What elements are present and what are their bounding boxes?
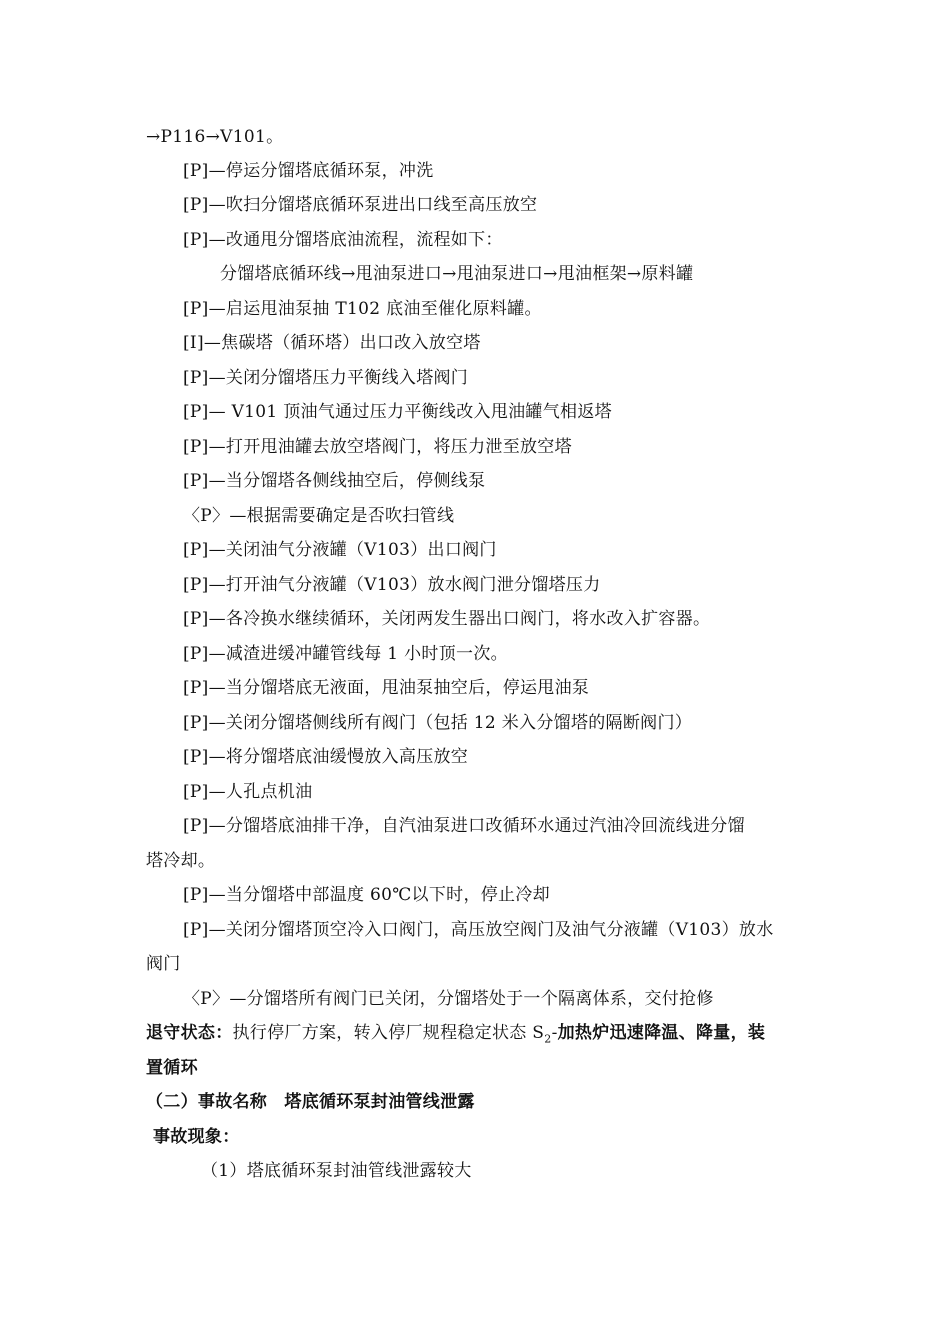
section-heading: （二）事故名称 塔底循环泵封油管线泄露 xyxy=(146,1092,475,1112)
phenomenon-item: （1）塔底循环泵封油管线泄露较大 xyxy=(201,1161,472,1181)
text-line: [P]—分馏塔底油排干净，自汽油泵进口改循环水通过汽油冷回流线进分馏 xyxy=(183,816,745,836)
text-line: 〈P〉—分馏塔所有阀门已关闭，分馏塔处于一个隔离体系，交付抢修 xyxy=(183,989,714,1009)
retreat-bold-tail: 加热炉迅速降温、降量，装 xyxy=(557,1023,766,1043)
text-line: [P]—停运分馏塔底循环泵，冲洗 xyxy=(183,161,434,181)
text-line: [P]—减渣进缓冲罐管线每 1 小时顶一次。 xyxy=(183,644,508,664)
text-line: [P]—改通甩分馏塔底油流程，流程如下： xyxy=(183,230,503,250)
text-line: →P116→V101。 xyxy=(146,127,284,147)
text-line: [P]—人孔点机油 xyxy=(183,782,313,802)
text-line: [P]—关闭分馏塔顶空冷入口阀门，高压放空阀门及油气分液罐（V103）放水 xyxy=(183,920,774,940)
retreat-text: 执行停厂方案，转入停厂规程稳定状态 S xyxy=(232,1023,545,1043)
text-line: 塔冷却。 xyxy=(146,851,216,871)
text-line: [P]—关闭分馏塔侧线所有阀门（包括 12 米入分馏塔的隔断阀门） xyxy=(183,713,693,733)
retreat-state xyxy=(146,1022,765,1044)
text-line: [P]—当分馏塔底无液面，甩油泵抽空后，停运甩油泵 xyxy=(183,678,590,698)
text-line: [I]—焦碳塔（循环塔）出口改入放空塔 xyxy=(183,333,481,353)
text-line: [P]—当分馏塔中部温度 60℃以下时，停止冷却 xyxy=(183,885,550,905)
phenomenon-heading: 事故现象： xyxy=(153,1127,240,1147)
text-line: 〈P〉—根据需要确定是否吹扫管线 xyxy=(183,506,455,526)
text-line: [P]—关闭分馏塔压力平衡线入塔阀门 xyxy=(183,368,469,388)
text-line: 阀门 xyxy=(146,954,181,974)
text-line: [P]— V101 顶油气通过压力平衡线改入甩油罐气相返塔 xyxy=(183,402,612,422)
text-line: [P]—吹扫分馏塔底循环泵进出口线至高压放空 xyxy=(183,195,538,215)
text-line: [P]—关闭油气分液罐（V103）出口阀门 xyxy=(183,540,497,560)
text-line: [P]—各冷换水继续循环，关闭两发生器出口阀门，将水改入扩容器。 xyxy=(183,609,711,629)
text-line: [P]—打开油气分液罐（V103）放水阀门泄分馏塔压力 xyxy=(183,575,601,595)
text-line: [P]—将分馏塔底油缓慢放入高压放空 xyxy=(183,747,469,767)
retreat-state-continued: 置循环 xyxy=(146,1058,198,1078)
text-line: [P]—当分馏塔各侧线抽空后，停侧线泵 xyxy=(183,471,486,491)
retreat-dash: - xyxy=(551,1023,558,1043)
flow-description: 分馏塔底循环线→甩油泵进口→甩油泵进口→甩油框架→原料罐 xyxy=(220,264,694,284)
retreat-subscript: 2 xyxy=(544,1032,552,1046)
text-line: [P]—启运甩油泵抽 T102 底油至催化原料罐。 xyxy=(183,299,542,319)
text-line: [P]—打开甩油罐去放空塔阀门，将压力泄至放空塔 xyxy=(183,437,572,457)
retreat-label: 退守状态： xyxy=(146,1023,233,1043)
